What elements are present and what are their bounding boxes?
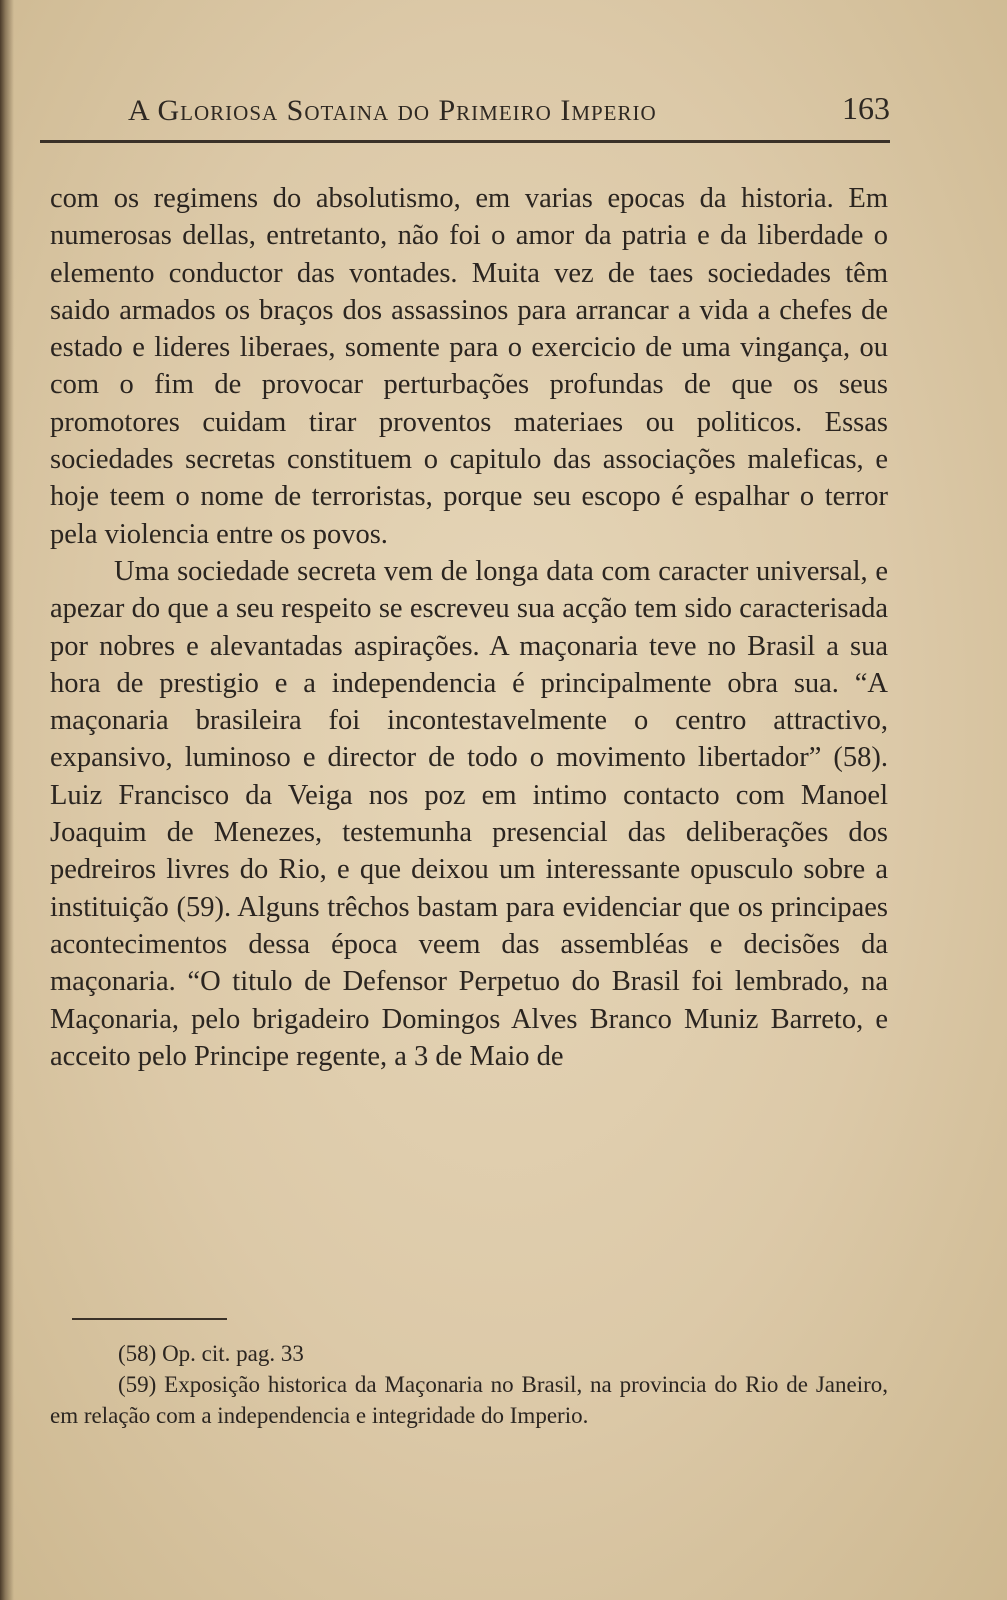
paragraph-2: Uma sociedade secreta vem de longa data com caracter universal, e apezar do que a seu respeito se escreveu sua acção tem sido caracterisada por nobres e alevantadas aspirações. A maçonaria teve no Brasil a sua hora de prestigio e a independencia é principalmente obra sua. “A maçonaria brasileira foi incontestavelmente o centro attractivo, expansivo, luminoso e director de todo o movimento libertador” (58). Luiz Francisco da Veiga nos poz em intimo contacto com Manoel Joaquim de Menezes, testemunha presencial das deliberações dos pedreiros livres do Rio, e que deixou um interessante opusculo sobre a instituição (59). Alguns trêchos bastam para evidenciar que os principaes acontecimentos dessa época veem das assembléas e decisões da maçonaria. “O titulo de Defensor Perpetuo do Brasil foi lembrado, na Maçonaria, pelo brigadeiro Domingos Alves Branco Muniz Barreto, e acceito pelo Principe regente, a 3 de Maio de bbox=[50, 555, 888, 1072]
paragraph-1: com os regimens do absolutismo, em varias epocas da historia. Em numerosas dellas, entretanto, não foi o amor da patria e da liberdade o elemento conductor das vontades. Muita vez de taes sociedades têm saido armados os braços dos assassinos para arrancar a vida a chefes de estado e lideres liberaes, somente para o exercicio de uma vingança, ou com o fim de provocar perturbações profundas de que os seus promotores cuidam tirar proventos materiaes ou politicos. Essas sociedades secretas constituem o capitulo das associações maleficas, e hoje teem o nome de terroristas, porque seu escopo é espalhar o terror pela violencia entre os povos. bbox=[50, 183, 888, 550]
page-binding-edge bbox=[0, 0, 14, 1600]
footnote-58: (58) Op. cit. pag. 33 bbox=[118, 1341, 304, 1366]
footnote-rule bbox=[72, 1318, 227, 1320]
footnotes bbox=[50, 1338, 888, 1431]
page-header bbox=[120, 88, 890, 134]
page-number: 163 bbox=[842, 90, 890, 126]
header-rule bbox=[40, 140, 890, 143]
body-text bbox=[50, 180, 888, 1075]
running-title: A Gloriosa Sotaina do Primeiro Imperio bbox=[128, 94, 657, 127]
footnote-59: (59) Exposição historica da Maçonaria no Brasil, na provincia do Rio de Janeiro, em relação com a independencia e integridade do Imperio. bbox=[50, 1372, 888, 1428]
